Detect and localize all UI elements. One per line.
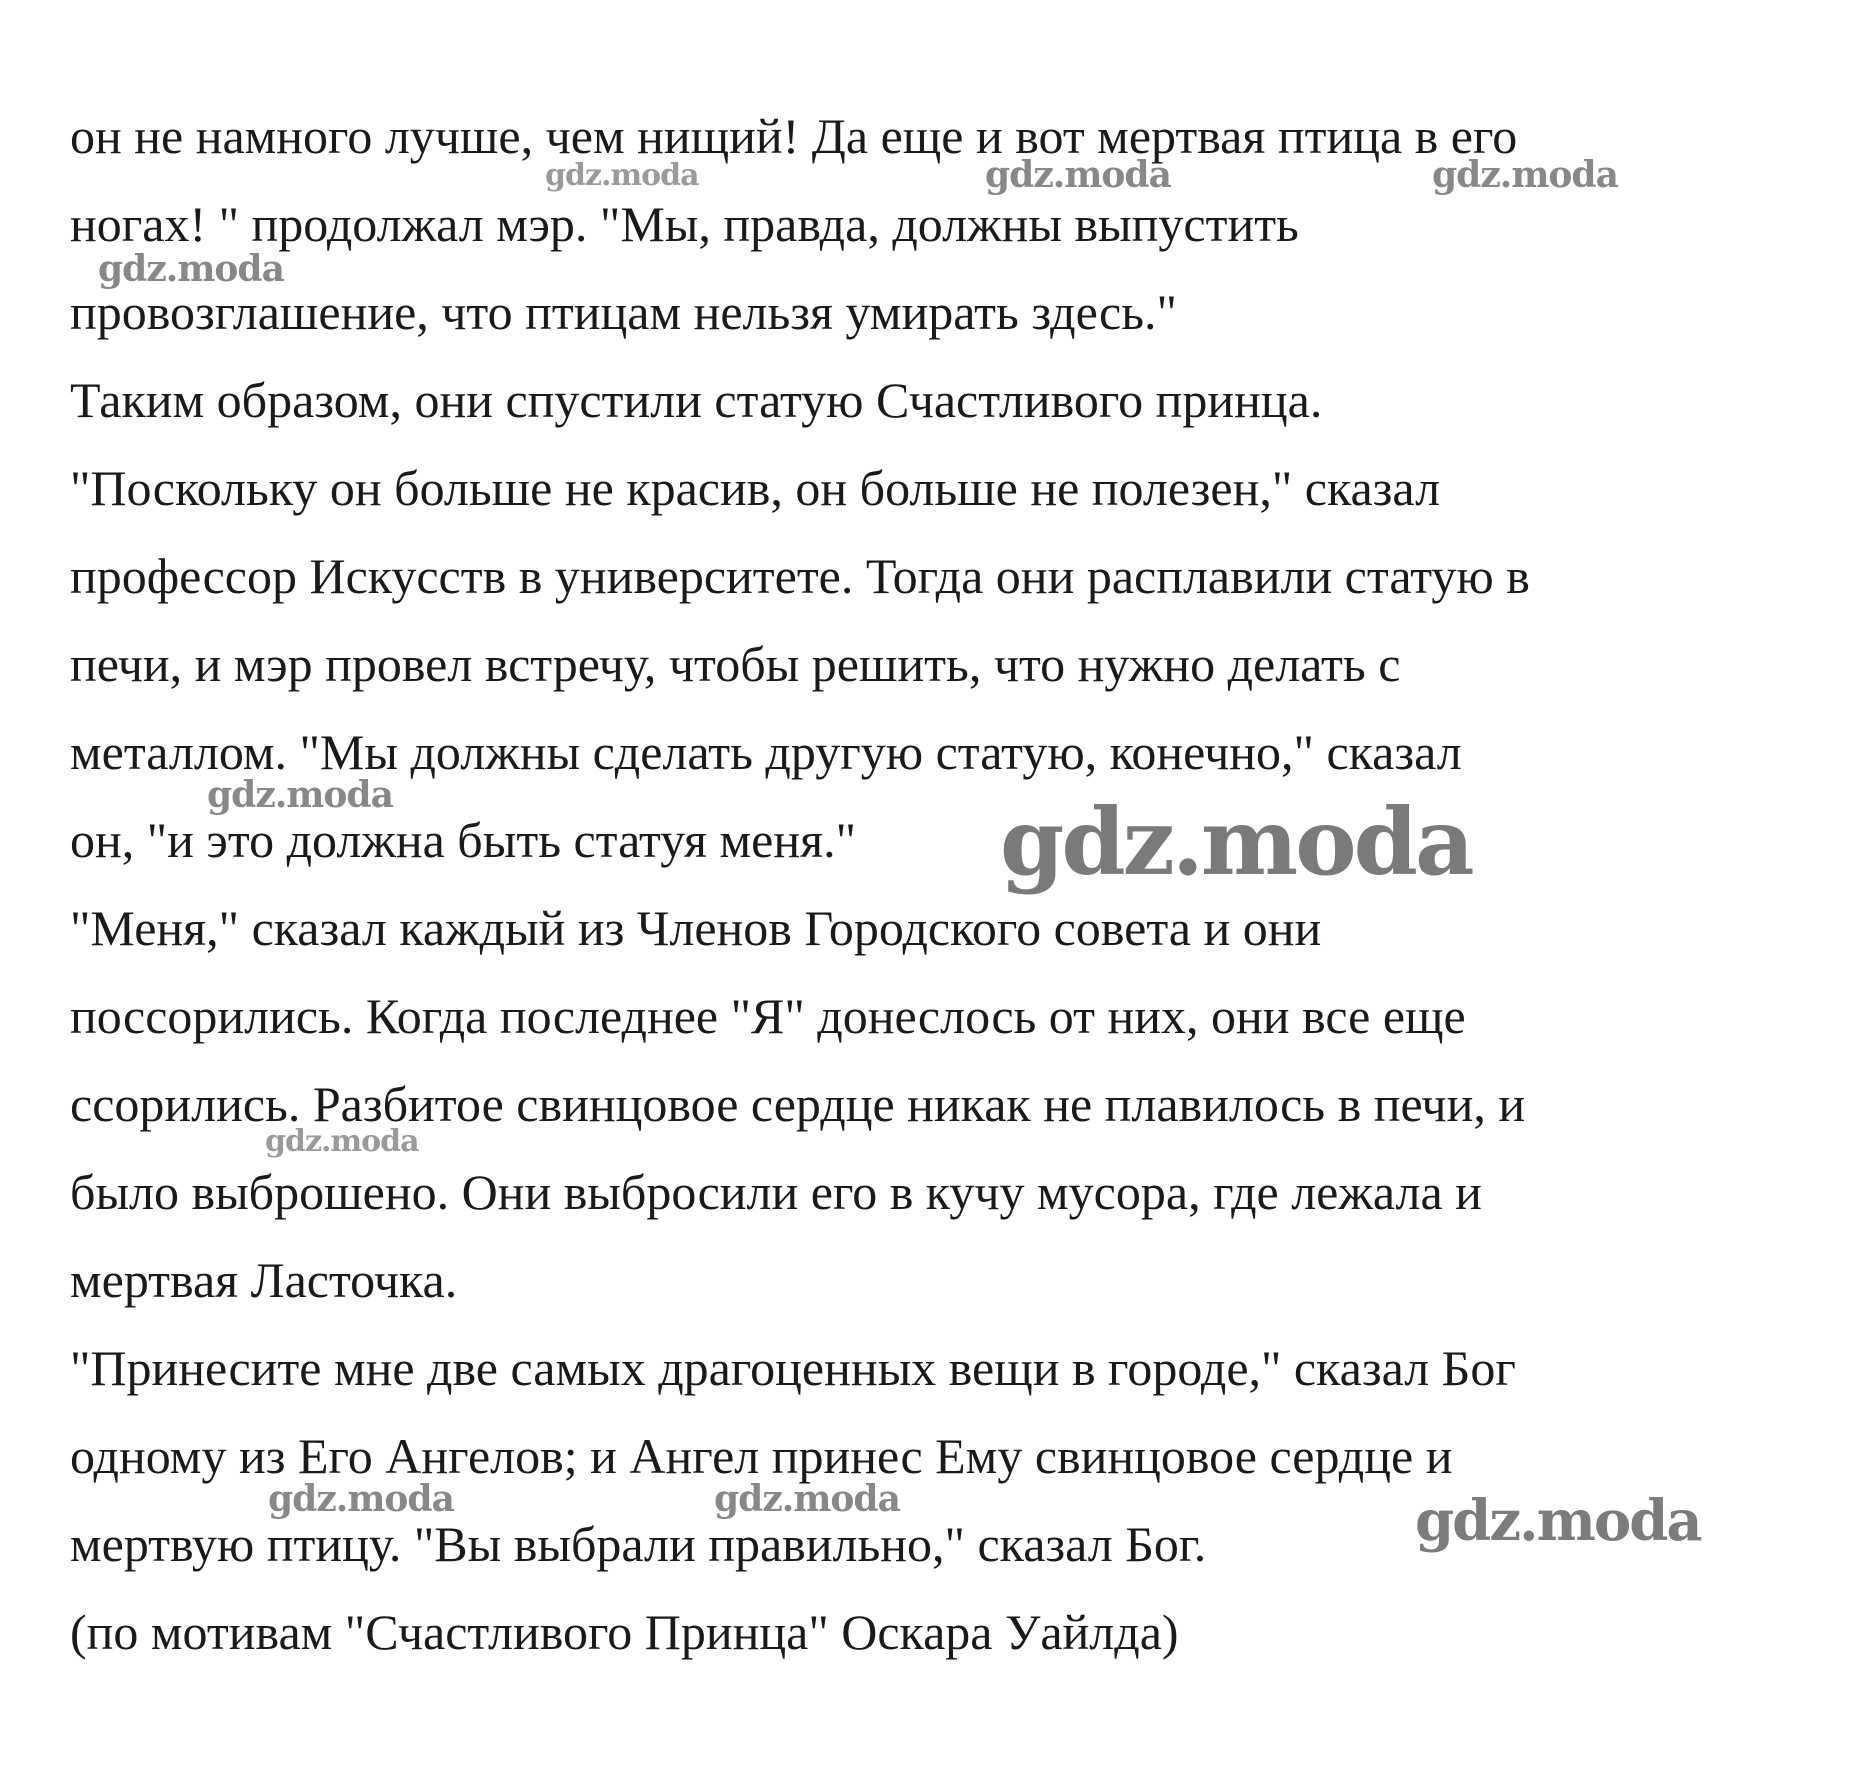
watermark: gdz.moda [985, 154, 1171, 196]
text-line-7: печи, и мэр провел встречу, чтобы решить, что нужно делать с [70, 636, 1401, 692]
text-line-8: металлом. "Мы должны сделать другую статую, конечно," сказал [70, 724, 1462, 780]
text-line-16: одному из Его Ангелов; и Ангел принес Ему свинцовое сердце и [70, 1428, 1453, 1484]
watermark: gdz.moda [1000, 788, 1472, 896]
text-line-5: "Поскольку он больше не красив, он больше не полезен," сказал [70, 460, 1441, 516]
text-line-10: "Меня," сказал каждый из Членов Городского совета и они [70, 900, 1322, 956]
watermark: gdz.moda [265, 1124, 419, 1159]
text-line-3: провозглашение, что птицам нельзя умирать здесь." [70, 284, 1177, 340]
watermark: gdz.moda [714, 1478, 900, 1520]
text-line-15: "Принесите мне две самых драгоценных вещи в городе," сказал Бог [70, 1340, 1516, 1396]
text-line-17: мертвую птицу. "Вы выбрали правильно," сказал Бог. [70, 1516, 1207, 1572]
text-line-9: он, "и это должна быть статуя меня." [70, 812, 856, 868]
text-line-4: Таким образом, они спустили статую Счастливого принца. [70, 372, 1323, 428]
watermark: gdz.moda [268, 1478, 454, 1520]
text-line-14: мертвая Ласточка. [70, 1252, 458, 1308]
text-line-18: (по мотивам "Счастливого Принца" Оскара Уайлда) [70, 1604, 1179, 1660]
watermark: gdz.moda [98, 248, 284, 290]
watermark: gdz.moda [207, 774, 393, 816]
text-line-12: ссорились. Разбитое свинцовое сердце никак не плавилось в печи, и [70, 1076, 1526, 1132]
text-line-11: поссорились. Когда последнее "Я" донеслось от них, они все еще [70, 988, 1466, 1044]
text-line-6: профессор Искусств в университете. Тогда они расплавили статую в [70, 548, 1530, 604]
watermark: gdz.moda [1432, 154, 1618, 196]
text-line-1: он не намного лучше, чем нищий! Да еще и вот мертвая птица в его [70, 108, 1518, 164]
text-line-2: ногах! " продолжал мэр. "Мы, правда, должны выпустить [70, 196, 1299, 252]
watermark: gdz.moda [545, 158, 699, 193]
document-text [70, 92, 1830, 1676]
watermark: gdz.moda [1415, 1488, 1701, 1554]
text-line-13: было выброшено. Они выбросили его в кучу мусора, где лежала и [70, 1164, 1482, 1220]
